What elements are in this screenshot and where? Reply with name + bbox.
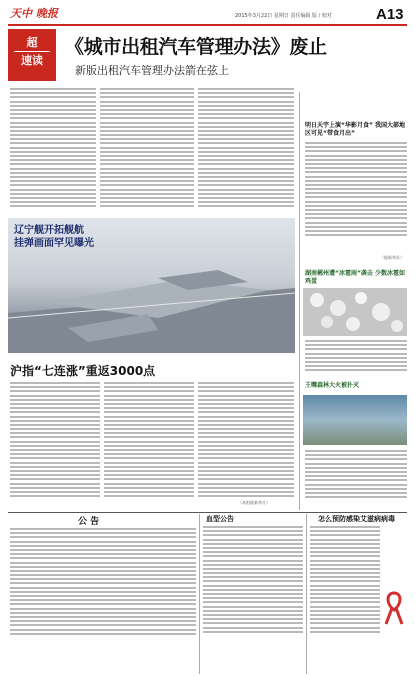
story2-column-2	[104, 382, 194, 497]
bottom-divider-1	[199, 514, 200, 674]
sidebar-story3-headline: 王嘴森林大火被扑灭	[305, 382, 360, 389]
hail-photo	[303, 288, 407, 336]
sidebar-signature-2: （本组据新华社）	[238, 500, 270, 505]
lead-headline: 《城市出租汽车管理办法》废止	[65, 36, 327, 58]
section-tag	[8, 29, 56, 81]
red-ribbon-icon	[382, 590, 406, 626]
sidebar-story2-headline: 湖南郴州遭“冰雹雨”袭击 少数冰雹如鸡蛋	[305, 270, 405, 285]
section-tag-line1: 超	[14, 34, 50, 52]
hailstones-image	[303, 288, 407, 336]
lead-column-1	[10, 88, 96, 207]
column-divider	[299, 92, 300, 510]
sidebar-signature: （据新华社）	[380, 255, 404, 260]
aids-ad-title: 怎么预防感染艾滋病病毒	[318, 515, 395, 523]
sidebar-story1-headline: 明日天宇上演“华影月食” 我国大部地区可见“带食月出”	[305, 122, 405, 137]
photo-title	[14, 224, 94, 250]
story2-column-3	[198, 382, 294, 497]
photo-title-line2: 挂弹画面罕见曝光	[14, 238, 94, 249]
lead-subheadline: 新版出租汽车管理办法箭在弦上	[75, 64, 229, 77]
blood-notice-text	[203, 526, 303, 633]
photo-title-line1: 辽宁舰开拓舰航	[14, 225, 84, 236]
story2-headline: 沪指“七连涨”重返3000点	[10, 364, 156, 378]
lead-column-3	[198, 88, 294, 207]
sidebar-story2-text	[305, 340, 407, 371]
notice-title: 公 告	[78, 517, 100, 527]
dateline: 2015年3月22日 星期日 责任编辑 版 / 校对	[235, 13, 332, 19]
forest-fire-photo	[303, 395, 407, 445]
section-tag-line2: 速读	[21, 54, 43, 67]
page-number: A13	[376, 6, 404, 23]
blood-notice-title: 血型公告	[206, 515, 234, 523]
bottom-rule	[8, 512, 407, 513]
sidebar-story1-text	[305, 142, 407, 236]
lead-column-2	[100, 88, 194, 207]
sidebar-story3-text	[305, 450, 407, 498]
carrier-photo	[8, 218, 295, 353]
notice-text	[10, 528, 196, 635]
masthead: 天中 晚报	[10, 7, 58, 20]
aids-ad-text	[310, 526, 380, 633]
story2-column-1	[10, 382, 100, 497]
bottom-divider-2	[306, 514, 307, 674]
header-rule	[8, 24, 407, 26]
